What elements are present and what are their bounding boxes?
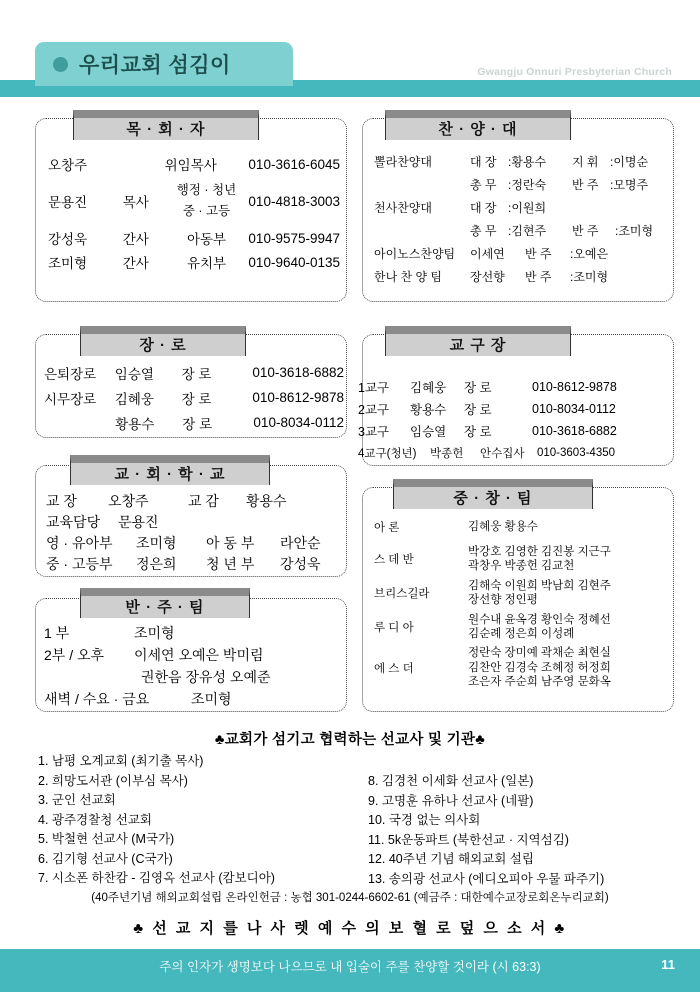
table-row bbox=[44, 622, 344, 644]
ensemble-members: 김순례 정은희 이성례 bbox=[468, 628, 575, 640]
district-name: 박종헌 bbox=[430, 448, 464, 460]
list-item: 2. 희망도서관 (이부심 목사) bbox=[38, 773, 188, 788]
ensemble-members: 원수내 윤옥경 황인숙 정혜선 bbox=[468, 613, 611, 626]
table-row bbox=[46, 490, 346, 511]
table-row bbox=[44, 644, 344, 666]
table-row bbox=[46, 511, 346, 532]
bank-account-note: (40주년기념 해외교회설립 온라인헌금 : 농협 301-0244-6602-61 (예금주 : 대한예수교장로회온누리교회) bbox=[91, 892, 609, 904]
district-title: 장 로 bbox=[464, 403, 492, 417]
ensemble-members: 정란숙 장미예 곽채순 최현실 bbox=[468, 647, 611, 660]
list-item: 11. 5k운동파트 (북한선교 · 지역섬김) bbox=[368, 832, 569, 847]
table-row bbox=[374, 196, 674, 219]
school-key-1: 중 · 고등부 bbox=[46, 555, 113, 572]
table-row bbox=[374, 512, 674, 542]
elder-phone: 010-3618-6882 bbox=[252, 365, 344, 380]
table-row bbox=[48, 152, 340, 176]
table-row bbox=[46, 532, 346, 553]
district-no: 1교구 bbox=[358, 381, 390, 395]
ensemble-group-name: 루 디 아 bbox=[374, 622, 414, 634]
choir-val-2: :이명순 bbox=[610, 155, 649, 169]
choir-val-1: :정란숙 bbox=[508, 178, 547, 192]
accompany-names: 조미형 bbox=[134, 625, 175, 641]
choir-rows bbox=[374, 150, 674, 288]
pastor-role: 아동부 bbox=[186, 232, 227, 247]
school-val-2: 황용수 bbox=[246, 492, 287, 509]
list-item: 7. 시소폰 하찬캄 - 김영옥 선교사 (캄보디아) bbox=[38, 871, 275, 885]
elder-name: 임승열 bbox=[114, 366, 154, 382]
choir-key-2: 반 주 bbox=[572, 224, 599, 238]
pastor-rank: 간사 bbox=[122, 256, 149, 271]
ensemble-members: 김찬안 김경숙 조혜정 허정희 bbox=[468, 661, 611, 674]
page-title: 우리교회 섬김이 bbox=[79, 54, 231, 77]
school-val-2: 라안순 bbox=[280, 534, 321, 551]
pastor-phone: 010-9575-9947 bbox=[248, 230, 341, 246]
ensemble-group-name: 브리스길라 bbox=[374, 588, 430, 600]
missions-left-list bbox=[38, 752, 368, 889]
choir-val-1: 이세연 bbox=[470, 247, 505, 261]
choir-val-1: :김현주 bbox=[508, 224, 547, 238]
pastor-phone: 010-9640-0135 bbox=[248, 254, 341, 270]
choir-key-2: 반 주 bbox=[525, 247, 552, 261]
list-item: 3. 군인 선교회 bbox=[38, 793, 116, 807]
ensemble-members: 장선향 정인평 bbox=[468, 594, 538, 606]
choir-val-2: :모명주 bbox=[610, 178, 649, 192]
district-phone: 010-3618-6882 bbox=[532, 424, 617, 438]
table-row bbox=[358, 420, 678, 442]
list-item: 6. 김기형 선교사 (C국가) bbox=[38, 851, 173, 866]
pastor-rank: 간사 bbox=[122, 232, 149, 247]
ensemble-members: 곽창우 박종헌 김교천 bbox=[468, 560, 575, 572]
pastor-name: 조미형 bbox=[48, 256, 88, 271]
pastor-phone: 010-3616-6045 bbox=[248, 156, 341, 172]
district-title: 장 로 bbox=[464, 381, 492, 395]
school-val-1: 정은희 bbox=[136, 555, 177, 572]
footer-verse: 주의 인자가 생명보다 나으므로 내 입술이 주를 찬양할 것이라 (시 63:3) bbox=[159, 960, 541, 974]
accompany-label: 1 부 bbox=[44, 625, 70, 641]
table-row bbox=[44, 410, 344, 435]
ensemble-caption: 중 · 창 · 팀 bbox=[393, 479, 593, 509]
pastor-role: 행정 · 청년 bbox=[176, 183, 237, 197]
table-row bbox=[44, 666, 344, 688]
school-key-1: 영 · 유아부 bbox=[46, 534, 113, 551]
table-row bbox=[374, 219, 674, 242]
district-no: 4교구(청년) bbox=[358, 448, 417, 460]
table-row bbox=[374, 644, 674, 692]
choir-val-1: :이원희 bbox=[508, 201, 547, 215]
choir-team: 천사찬양대 bbox=[374, 201, 432, 215]
school-key-2: 아 동 부 bbox=[206, 534, 255, 551]
accompany-rows bbox=[44, 622, 344, 710]
ensemble-members: 김해숙 이원희 박남희 김현주 bbox=[468, 579, 611, 592]
elder-phone: 010-8612-9878 bbox=[252, 390, 344, 405]
school-val-1: 문용진 bbox=[118, 513, 159, 530]
school-val-2: 강성욱 bbox=[280, 555, 321, 572]
table-row bbox=[374, 150, 674, 173]
list-item: 9. 고명훈 유하나 선교사 (네팔) bbox=[368, 793, 534, 808]
school-key-2: 교 감 bbox=[188, 492, 219, 509]
choir-key-1: 대 장 bbox=[470, 201, 497, 215]
pastor-name: 문용진 bbox=[48, 195, 88, 210]
pastor-name: 오창주 bbox=[48, 158, 88, 173]
district-name: 황용수 bbox=[410, 403, 447, 417]
elder-phone: 010-8034-0112 bbox=[253, 415, 344, 430]
districts-caption: 교 구 장 bbox=[385, 326, 571, 356]
table-row bbox=[374, 173, 674, 196]
missions-right-list bbox=[368, 772, 698, 889]
choir-team: 뽈라찬양대 bbox=[374, 155, 432, 169]
district-title: 안수집사 bbox=[480, 448, 525, 460]
table-row bbox=[374, 265, 674, 288]
list-item: 5. 박철현 선교사 (M국가) bbox=[38, 832, 175, 846]
table-row bbox=[44, 360, 344, 385]
pastor-rank: 목사 bbox=[122, 195, 149, 210]
ensemble-members: 김혜웅 황용수 bbox=[468, 521, 538, 533]
district-title: 장 로 bbox=[464, 425, 492, 439]
choir-val-1: 장선향 bbox=[470, 270, 505, 284]
ensemble-members: 박강호 김영한 김진봉 지근구 bbox=[468, 545, 611, 558]
choir-key-1: 총 무 bbox=[470, 178, 497, 192]
table-row bbox=[374, 542, 674, 576]
district-no: 2교구 bbox=[358, 403, 390, 417]
elder-title: 장 로 bbox=[181, 391, 212, 407]
table-row bbox=[48, 226, 340, 250]
list-item: 13. 송의광 선교사 (에디오피아 우물 파주기) bbox=[368, 871, 605, 886]
school-val-1: 오창주 bbox=[108, 492, 149, 509]
table-row bbox=[44, 688, 344, 710]
accompany-label: 새벽 / 수요 · 금요 bbox=[44, 691, 150, 707]
list-item: 12. 40주년 기념 해외교회 설립 bbox=[368, 852, 534, 866]
district-phone: 010-8034-0112 bbox=[532, 402, 616, 416]
choir-key-2: 반 주 bbox=[572, 178, 599, 192]
table-row bbox=[358, 398, 678, 420]
accompany-names: 권한음 장유성 오예준 bbox=[141, 669, 271, 685]
ensemble-members: 조은자 주순희 남주영 문화옥 bbox=[468, 676, 611, 689]
table-row bbox=[374, 610, 674, 644]
pastor-name: 강성욱 bbox=[48, 232, 88, 247]
page-number: 11 bbox=[661, 957, 675, 972]
elders-caption: 장 · 로 bbox=[80, 326, 246, 356]
choir-key-1: 총 무 bbox=[470, 224, 497, 238]
pastors-rows bbox=[48, 152, 340, 274]
ensemble-group-name: 에 스 더 bbox=[374, 663, 414, 675]
choir-val-2: :조미형 bbox=[615, 224, 654, 238]
accompany-caption: 반 · 주 · 팀 bbox=[80, 588, 250, 618]
elder-title: 장 로 bbox=[181, 366, 212, 382]
bullet-icon bbox=[53, 57, 68, 72]
choir-key-1: 대 장 bbox=[470, 155, 497, 169]
choir-team: 아이노스찬양팀 bbox=[374, 247, 456, 261]
district-phone: 010-8612-9878 bbox=[532, 380, 617, 394]
school-caption: 교 · 회 · 학 · 교 bbox=[70, 455, 270, 485]
ensemble-rows bbox=[374, 512, 674, 692]
ensemble-group-name: 스 데 반 bbox=[374, 554, 414, 566]
header-tab bbox=[35, 42, 293, 86]
choir-key-2: 지 휘 bbox=[572, 155, 599, 169]
choir-caption: 찬 · 양 · 대 bbox=[385, 110, 571, 140]
accompany-label: 2부 / 오후 bbox=[44, 647, 105, 663]
table-row bbox=[358, 376, 678, 398]
elder-type: 은퇴장로 bbox=[44, 366, 97, 382]
table-row bbox=[46, 553, 346, 574]
pastors-caption: 목 · 회 · 자 bbox=[73, 110, 259, 140]
choir-val-1: :황용수 bbox=[508, 155, 547, 169]
elder-name: 김혜웅 bbox=[114, 391, 154, 407]
list-item: 4. 광주경찰청 선교회 bbox=[38, 812, 152, 827]
accompany-names: 조미형 bbox=[191, 691, 232, 707]
pastor-role-2: 중 · 고등 bbox=[182, 204, 231, 218]
elder-name: 황용수 bbox=[115, 416, 155, 432]
ensemble-group-name: 아 론 bbox=[374, 522, 400, 534]
school-rows bbox=[46, 490, 346, 574]
elders-rows bbox=[44, 360, 344, 435]
list-item: 10. 국경 없는 의사회 bbox=[368, 813, 481, 827]
choir-val-2: :오예은 bbox=[570, 247, 609, 261]
table-row bbox=[374, 576, 674, 610]
district-name: 임승열 bbox=[410, 425, 447, 439]
school-key-1: 교 장 bbox=[46, 492, 77, 509]
list-item: 1. 남평 오계교회 (최기출 목사) bbox=[38, 754, 204, 768]
school-key-1: 교육담당 bbox=[46, 513, 101, 530]
choir-key-2: 반 주 bbox=[525, 270, 552, 284]
mission-slogan: ♣ 선 교 지 를 나 사 렛 예 수 의 보 혈 로 덮 으 소 서 ♣ bbox=[133, 920, 567, 937]
table-row bbox=[44, 385, 344, 410]
choir-val-2: :조미형 bbox=[570, 270, 609, 284]
district-phone: 010-3603-4350 bbox=[537, 447, 616, 459]
list-item: 8. 김경천 이세화 선교사 (일본) bbox=[368, 774, 534, 788]
district-name: 김혜웅 bbox=[410, 381, 447, 395]
school-val-1: 조미형 bbox=[136, 534, 177, 551]
pastor-role: 유치부 bbox=[186, 256, 227, 271]
church-english-name: Gwangju Onnuri Presbyterian Church bbox=[477, 66, 672, 78]
elder-type: 시무장로 bbox=[44, 391, 97, 407]
choir-team: 한나 찬 양 팀 bbox=[374, 270, 442, 284]
table-row bbox=[358, 442, 678, 464]
pastor-phone: 010-4818-3003 bbox=[248, 193, 341, 209]
school-key-2: 청 년 부 bbox=[206, 555, 255, 572]
table-row bbox=[374, 242, 674, 265]
districts-rows bbox=[358, 376, 678, 464]
missions-heading: ♣교회가 섬기고 협력하는 선교사 및 기관♣ bbox=[214, 732, 486, 748]
pastor-role: 위임목사 bbox=[164, 158, 217, 173]
table-row bbox=[48, 250, 340, 274]
table-row bbox=[48, 176, 340, 226]
elder-title: 장 로 bbox=[182, 416, 213, 432]
district-no: 3교구 bbox=[358, 425, 390, 439]
accompany-names: 이세연 오예은 박미림 bbox=[134, 647, 264, 663]
